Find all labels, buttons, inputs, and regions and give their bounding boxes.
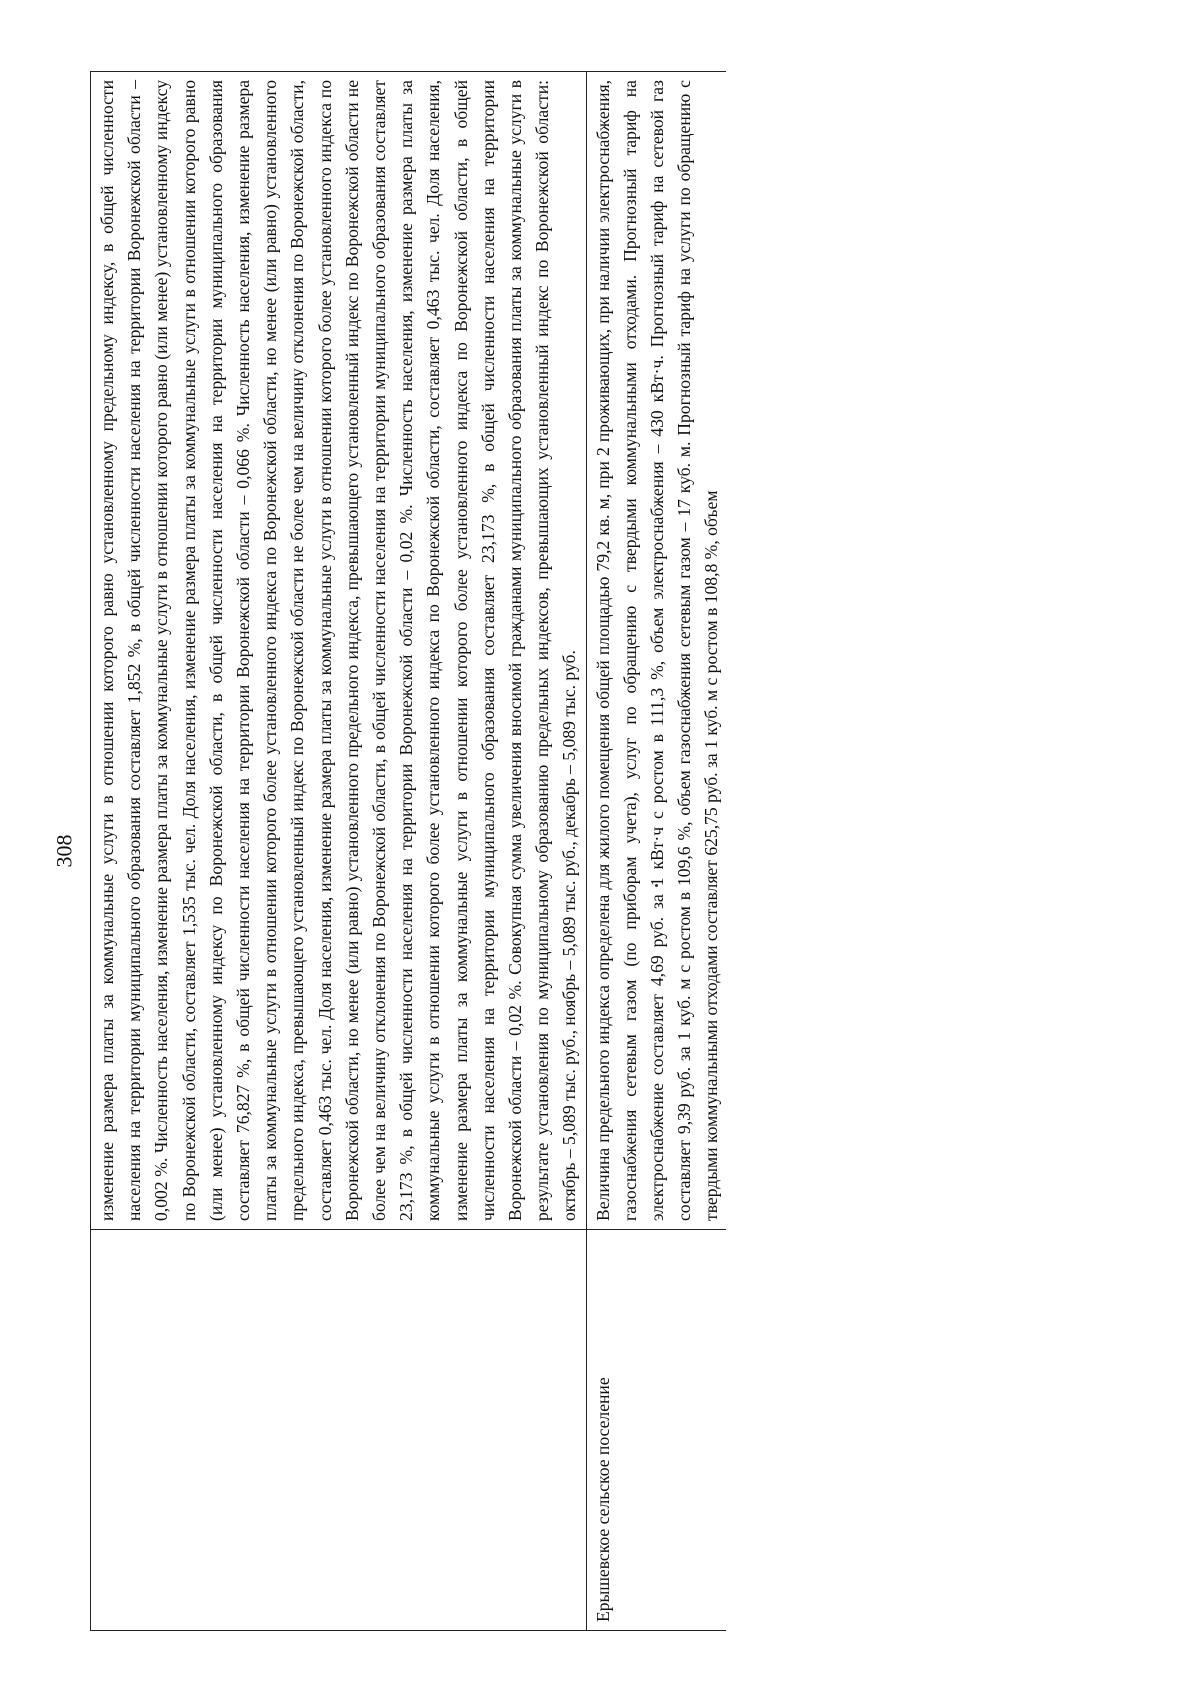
municipality-name-cell: Ерышевское сельское поселение [586,1230,726,1631]
description-cell [91,72,587,1230]
description-cell: Величина предельного индекса определена для жилого помещения общей площадью 79,2 кв. м, при 2 проживающих, при наличии электроснабжения, газоснабжения сетевым газом (по приборам учета), услуг по обращению с твердыми коммунальными отходами. Прогнозный тариф на электроснабжение составляет 4,69 руб. за 1 кВт·ч с ростом в 111,3 %, объем электроснабжения – 430 кВт·ч. Прогнозный тариф на сетевой газ составляет 9,39 руб. за 1 куб. м с ростом в 109,6 %, объем газоснабжения сетевым газом – 17 куб. м. Прогнозный тариф на услуги по обращению с твердыми коммунальными отходами составляет 625,75 руб. за 1 куб. м с ростом в 108,8 %, объем [586,72,726,1230]
rotated-table [90,71,1080,1631]
page-number [48,834,77,870]
page-number-text: 308 [51,834,77,868]
rotated-table-container [90,71,1080,1631]
table-row [91,72,587,1631]
table-row [586,72,726,1631]
description-text: изменение размера платы за коммунальные услуги в отношении которого равно установленному предельному индексу, в общей численности населения на территории муниципального образования составляет 1,852 %, в общей численности населения на территории Воронежской области – 0,002 %. Численность населения, изменение размера платы за коммунальные услуги в отношении которого равно (или менее) установленному индексу по Воронежской области, составляет 1,535 тыс. чел. Доля населения, изменение размера платы за коммунальные услуги в отношении которого равно (или менее) установленному индексу по Воронежской области, в общей численности населения на территории муниципального образования составляет 76,827 %, в общей численности населения на территории Воронежской области – 0,066 %. Численность населения, изменение размера платы за коммунальные услуги в отношении которого более установленного индекса по Воронежской области, но менее (или равно) установленного предельного индекса, превышающего установленный индекс по Воронежской области не более чем на величину отклонения по Воронежской области, составляет 0,463 тыс. чел. Доля населения, изменение размера платы за коммунальные услуги в отношении которого более установленного индекса по Воронежской области, но менее (или равно) установленного предельного индекса, превышающего установленный индекс по Воронежской области не более чем на величину отклонения по Воронежской области, в общей численности населения на территории муниципального образования составляет 23,173 %, в общей численности населения на территории Воронежской области – 0,02 %. Численность населения, изменение размера платы за коммунальные услуги в отношении которого более установленного индекса по Воронежской области, составляет 0,463 тыс. чел. Доля населения, изменение размера платы за коммунальные услуги в отношении которого более установленного индекса по Воронежской области, в общей численности населения на территории муниципального образования составляет 23,173 %, в общей численности населения на территории Воронежской области – 0,02 %. Совокупная сумма увеличения вносимой гражданами муниципального образования платы за коммунальные услуги в результате установления по муниципальному образованию предельных индексов, превышающих установленный индекс по Воронежской области: октябрь – 5,089 тыс. руб., ноябрь – 5,089 тыс. руб., декабрь – 5,089 тыс. руб. [97,80,580,1221]
municipality-name-cell [91,1230,587,1631]
tariff-index-table [90,71,726,1631]
